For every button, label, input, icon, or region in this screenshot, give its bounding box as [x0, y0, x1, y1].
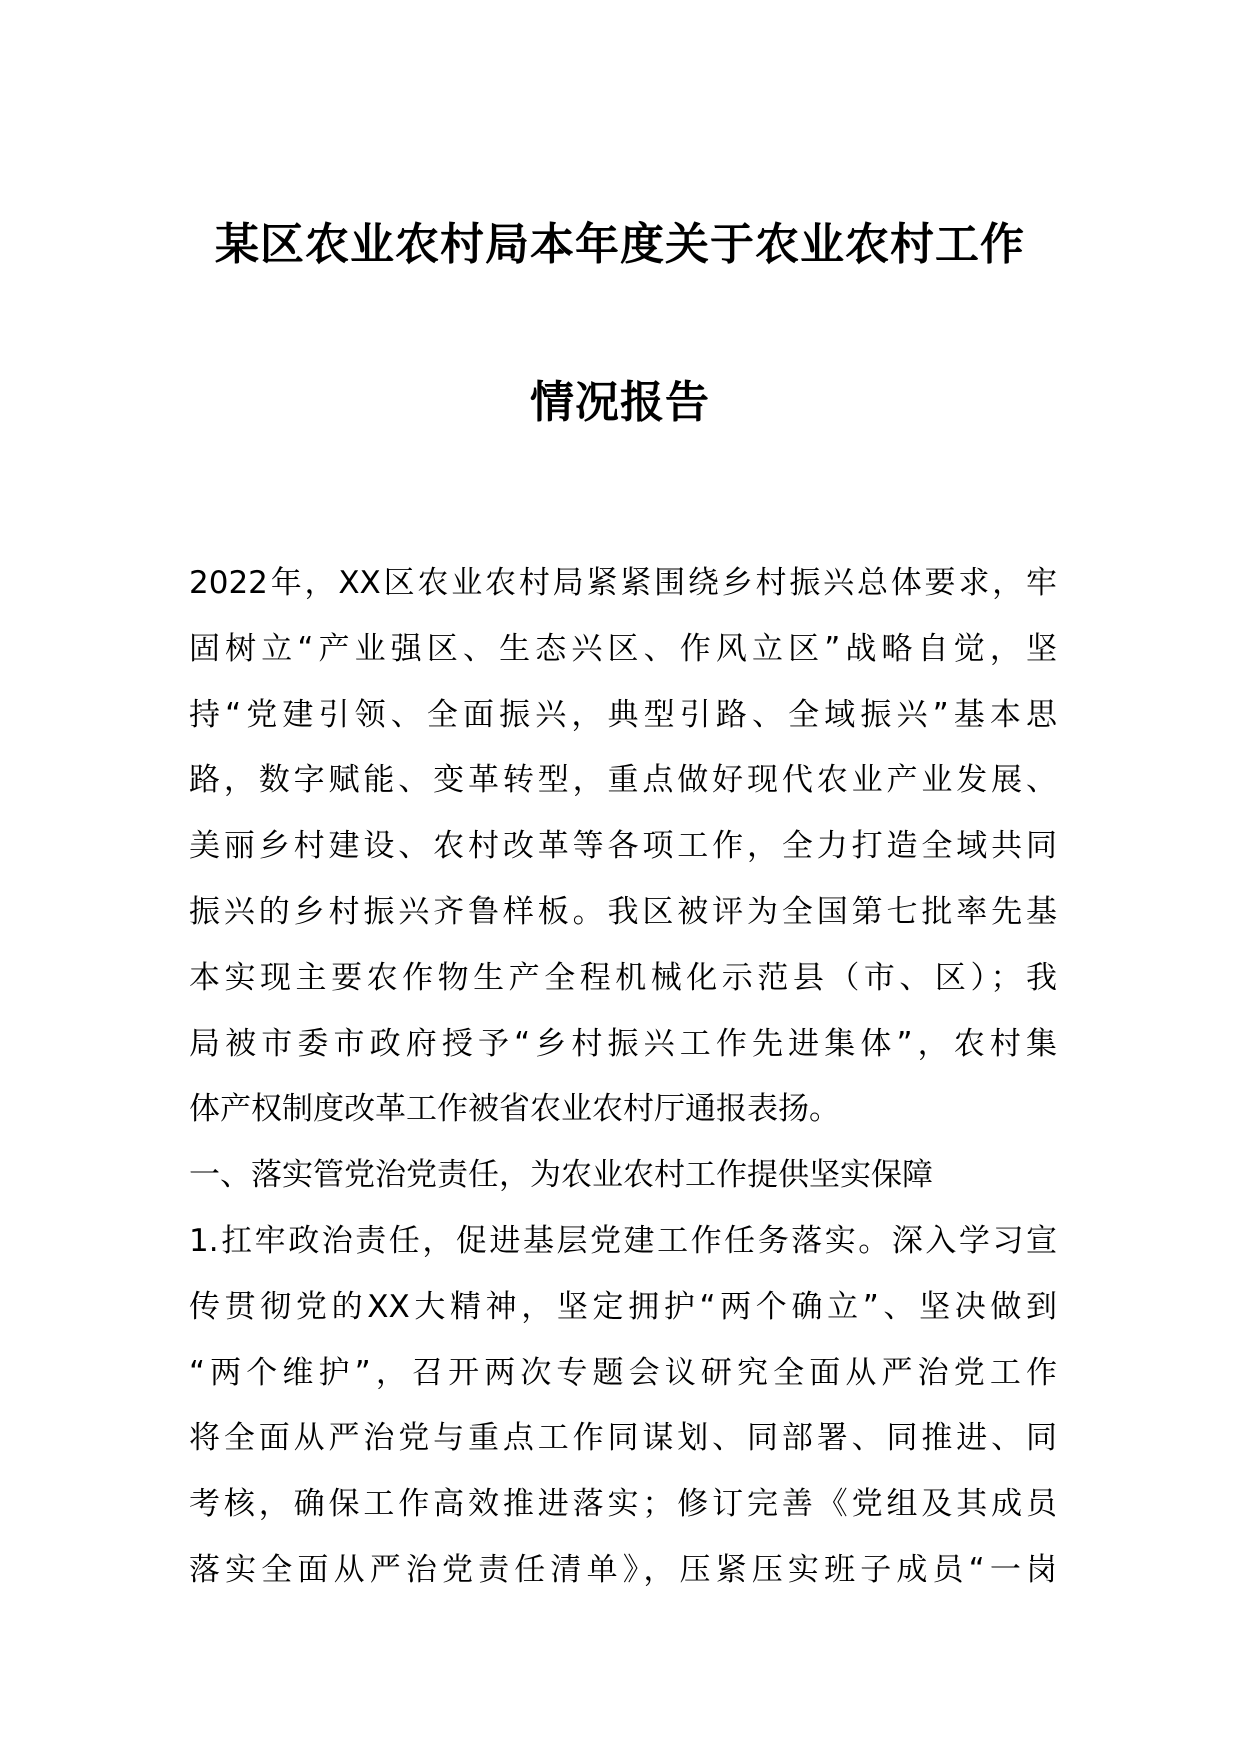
body-line: 美丽乡村建设、农村改革等各项工作，全力打造全域共同: [189, 828, 1057, 865]
body-line: 考核，确保工作高效推进落实；修订完善《党组及其成员: [189, 1486, 1057, 1523]
body-line: 固树立“产业强区、生态兴区、作风立区”战略自觉，坚: [189, 630, 1057, 667]
body-line: 传贯彻党的XX大精神，坚定拥护“两个确立”、坚决做到: [189, 1288, 1057, 1325]
body-line: 本实现主要农作物生产全程机械化示范县（市、区）；我: [189, 959, 1057, 996]
document-title-line-1: 某区农业农村局本年度关于农业农村工作: [215, 219, 1025, 270]
body-line: 路，数字赋能、变革转型，重点做好现代农业产业发展、: [189, 762, 1057, 799]
body-line: 1.扛牢政治责任，促进基层党建工作任务落实。深入学习宣: [189, 1222, 1057, 1259]
body-line: 局被市委市政府授予“乡村振兴工作先进集体”，农村集: [189, 1025, 1057, 1062]
body-line: 将全面从严治党与重点工作同谋划、同部署、同推进、同: [189, 1420, 1057, 1457]
body-line: “两个维护”，召开两次专题会议研究全面从严治党工作: [189, 1354, 1057, 1391]
body-line: 落实全面从严治党责任清单》，压紧压实班子成员“一岗: [189, 1551, 1057, 1588]
body-line: 振兴的乡村振兴齐鲁样板。我区被评为全国第七批率先基: [189, 893, 1057, 930]
document-body: [189, 551, 1057, 1604]
body-line: 体产权制度改革工作被省农业农村厅通报表扬。: [189, 1091, 840, 1128]
document-title-line-2: 情况报告: [530, 377, 710, 428]
body-line: 持“党建引领、全面振兴，典型引路、全域振兴”基本思: [189, 696, 1057, 733]
body-line: 2022年，XX区农业农村局紧紧围绕乡村振兴总体要求，牢: [189, 565, 1057, 601]
section-heading: 一、落实管党治党责任，为农业农村工作提供坚实保障: [189, 1157, 933, 1194]
